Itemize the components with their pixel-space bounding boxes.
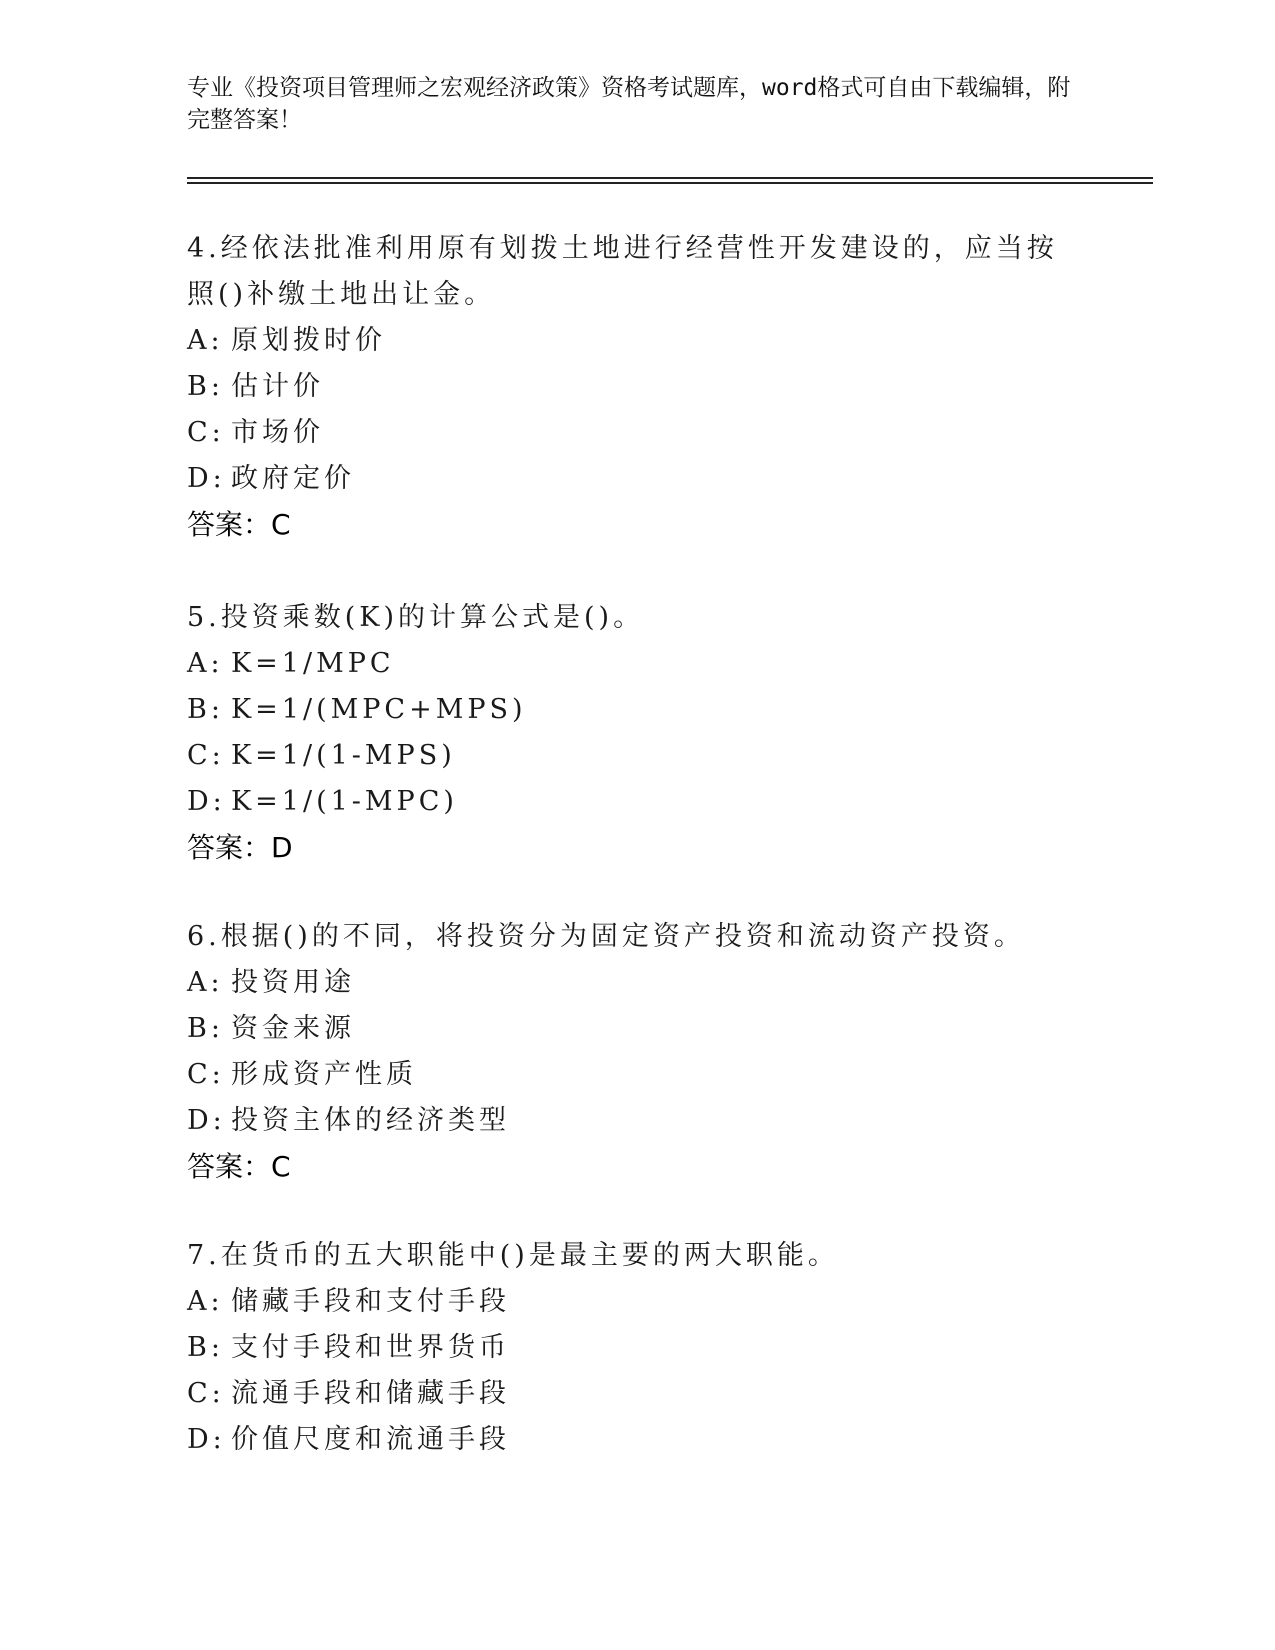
option-text: 原划拨时价 xyxy=(231,325,386,356)
answer-line: 答案：D xyxy=(187,831,293,864)
option-letter: D: xyxy=(187,1424,226,1455)
option-b xyxy=(187,1006,1087,1052)
option-d xyxy=(187,779,1087,825)
option-letter: D: xyxy=(187,1105,226,1136)
option-text: 投资用途 xyxy=(231,967,355,998)
option-letter: C: xyxy=(187,1059,225,1090)
answer-line: 答案：C xyxy=(187,1150,291,1183)
question-5 xyxy=(187,595,1087,871)
option-text: 估计价 xyxy=(231,371,324,402)
option-text: K=1/(1-MPC) xyxy=(231,786,458,817)
question-6 xyxy=(187,914,1087,1190)
option-letter: B: xyxy=(187,1013,224,1044)
option-b xyxy=(187,687,1087,733)
option-a xyxy=(187,318,1087,364)
option-c xyxy=(187,1052,1087,1098)
option-b xyxy=(187,1325,1087,1371)
option-letter: C: xyxy=(187,740,225,771)
option-letter: B: xyxy=(187,694,224,725)
option-d xyxy=(187,1098,1087,1144)
option-text: 储藏手段和支付手段 xyxy=(231,1286,510,1317)
option-a xyxy=(187,1279,1087,1325)
option-letter: B: xyxy=(187,371,224,402)
option-text: 价值尺度和流通手段 xyxy=(231,1424,510,1455)
option-text: K=1/(1-MPS) xyxy=(231,740,456,771)
option-c xyxy=(187,1371,1087,1417)
option-text: 投资主体的经济类型 xyxy=(231,1105,510,1136)
option-a xyxy=(187,960,1087,1006)
option-letter: A: xyxy=(187,648,224,679)
option-d xyxy=(187,1417,1087,1463)
answer-line: 答案：C xyxy=(187,508,291,541)
option-text: 形成资产性质 xyxy=(231,1059,417,1090)
option-d xyxy=(187,456,1087,502)
header-divider-top xyxy=(187,177,1153,179)
option-letter: D: xyxy=(187,786,226,817)
option-letter: B: xyxy=(187,1332,224,1363)
option-text: 支付手段和世界货币 xyxy=(231,1332,510,1363)
option-letter: D: xyxy=(187,463,226,494)
option-text: 资金来源 xyxy=(231,1013,355,1044)
question-stem: 6.根据()的不同，将投资分为固定资产投资和流动资产投资。 xyxy=(187,921,1025,952)
option-letter: C: xyxy=(187,1378,225,1409)
option-text: 市场价 xyxy=(231,417,324,448)
question-stem: 7.在货币的五大职能中()是最主要的两大职能。 xyxy=(187,1240,839,1271)
option-letter: A: xyxy=(187,967,224,998)
option-text: K=1/MPC xyxy=(231,648,395,679)
document-header: 专业《投资项目管理师之宏观经济政策》资格考试题库，word格式可自由下载编辑，附完整答案！ xyxy=(187,75,1071,133)
option-letter: A: xyxy=(187,325,224,356)
question-stem: 5.投资乘数(K)的计算公式是()。 xyxy=(187,602,645,633)
option-text: 流通手段和储藏手段 xyxy=(231,1378,510,1409)
option-letter: C: xyxy=(187,417,225,448)
option-text: K=1/(MPC+MPS) xyxy=(231,694,527,725)
question-7 xyxy=(187,1233,1087,1463)
question-stem: 4.经依法批准利用原有划拨土地进行经营性开发建设的，应当按照()补缴土地出让金。 xyxy=(187,233,1058,310)
option-b xyxy=(187,364,1087,410)
option-a xyxy=(187,641,1087,687)
option-text: 政府定价 xyxy=(231,463,355,494)
option-letter: A: xyxy=(187,1286,224,1317)
option-c xyxy=(187,733,1087,779)
header-divider-bottom xyxy=(187,182,1153,184)
option-c xyxy=(187,410,1087,456)
question-4 xyxy=(187,226,1087,548)
